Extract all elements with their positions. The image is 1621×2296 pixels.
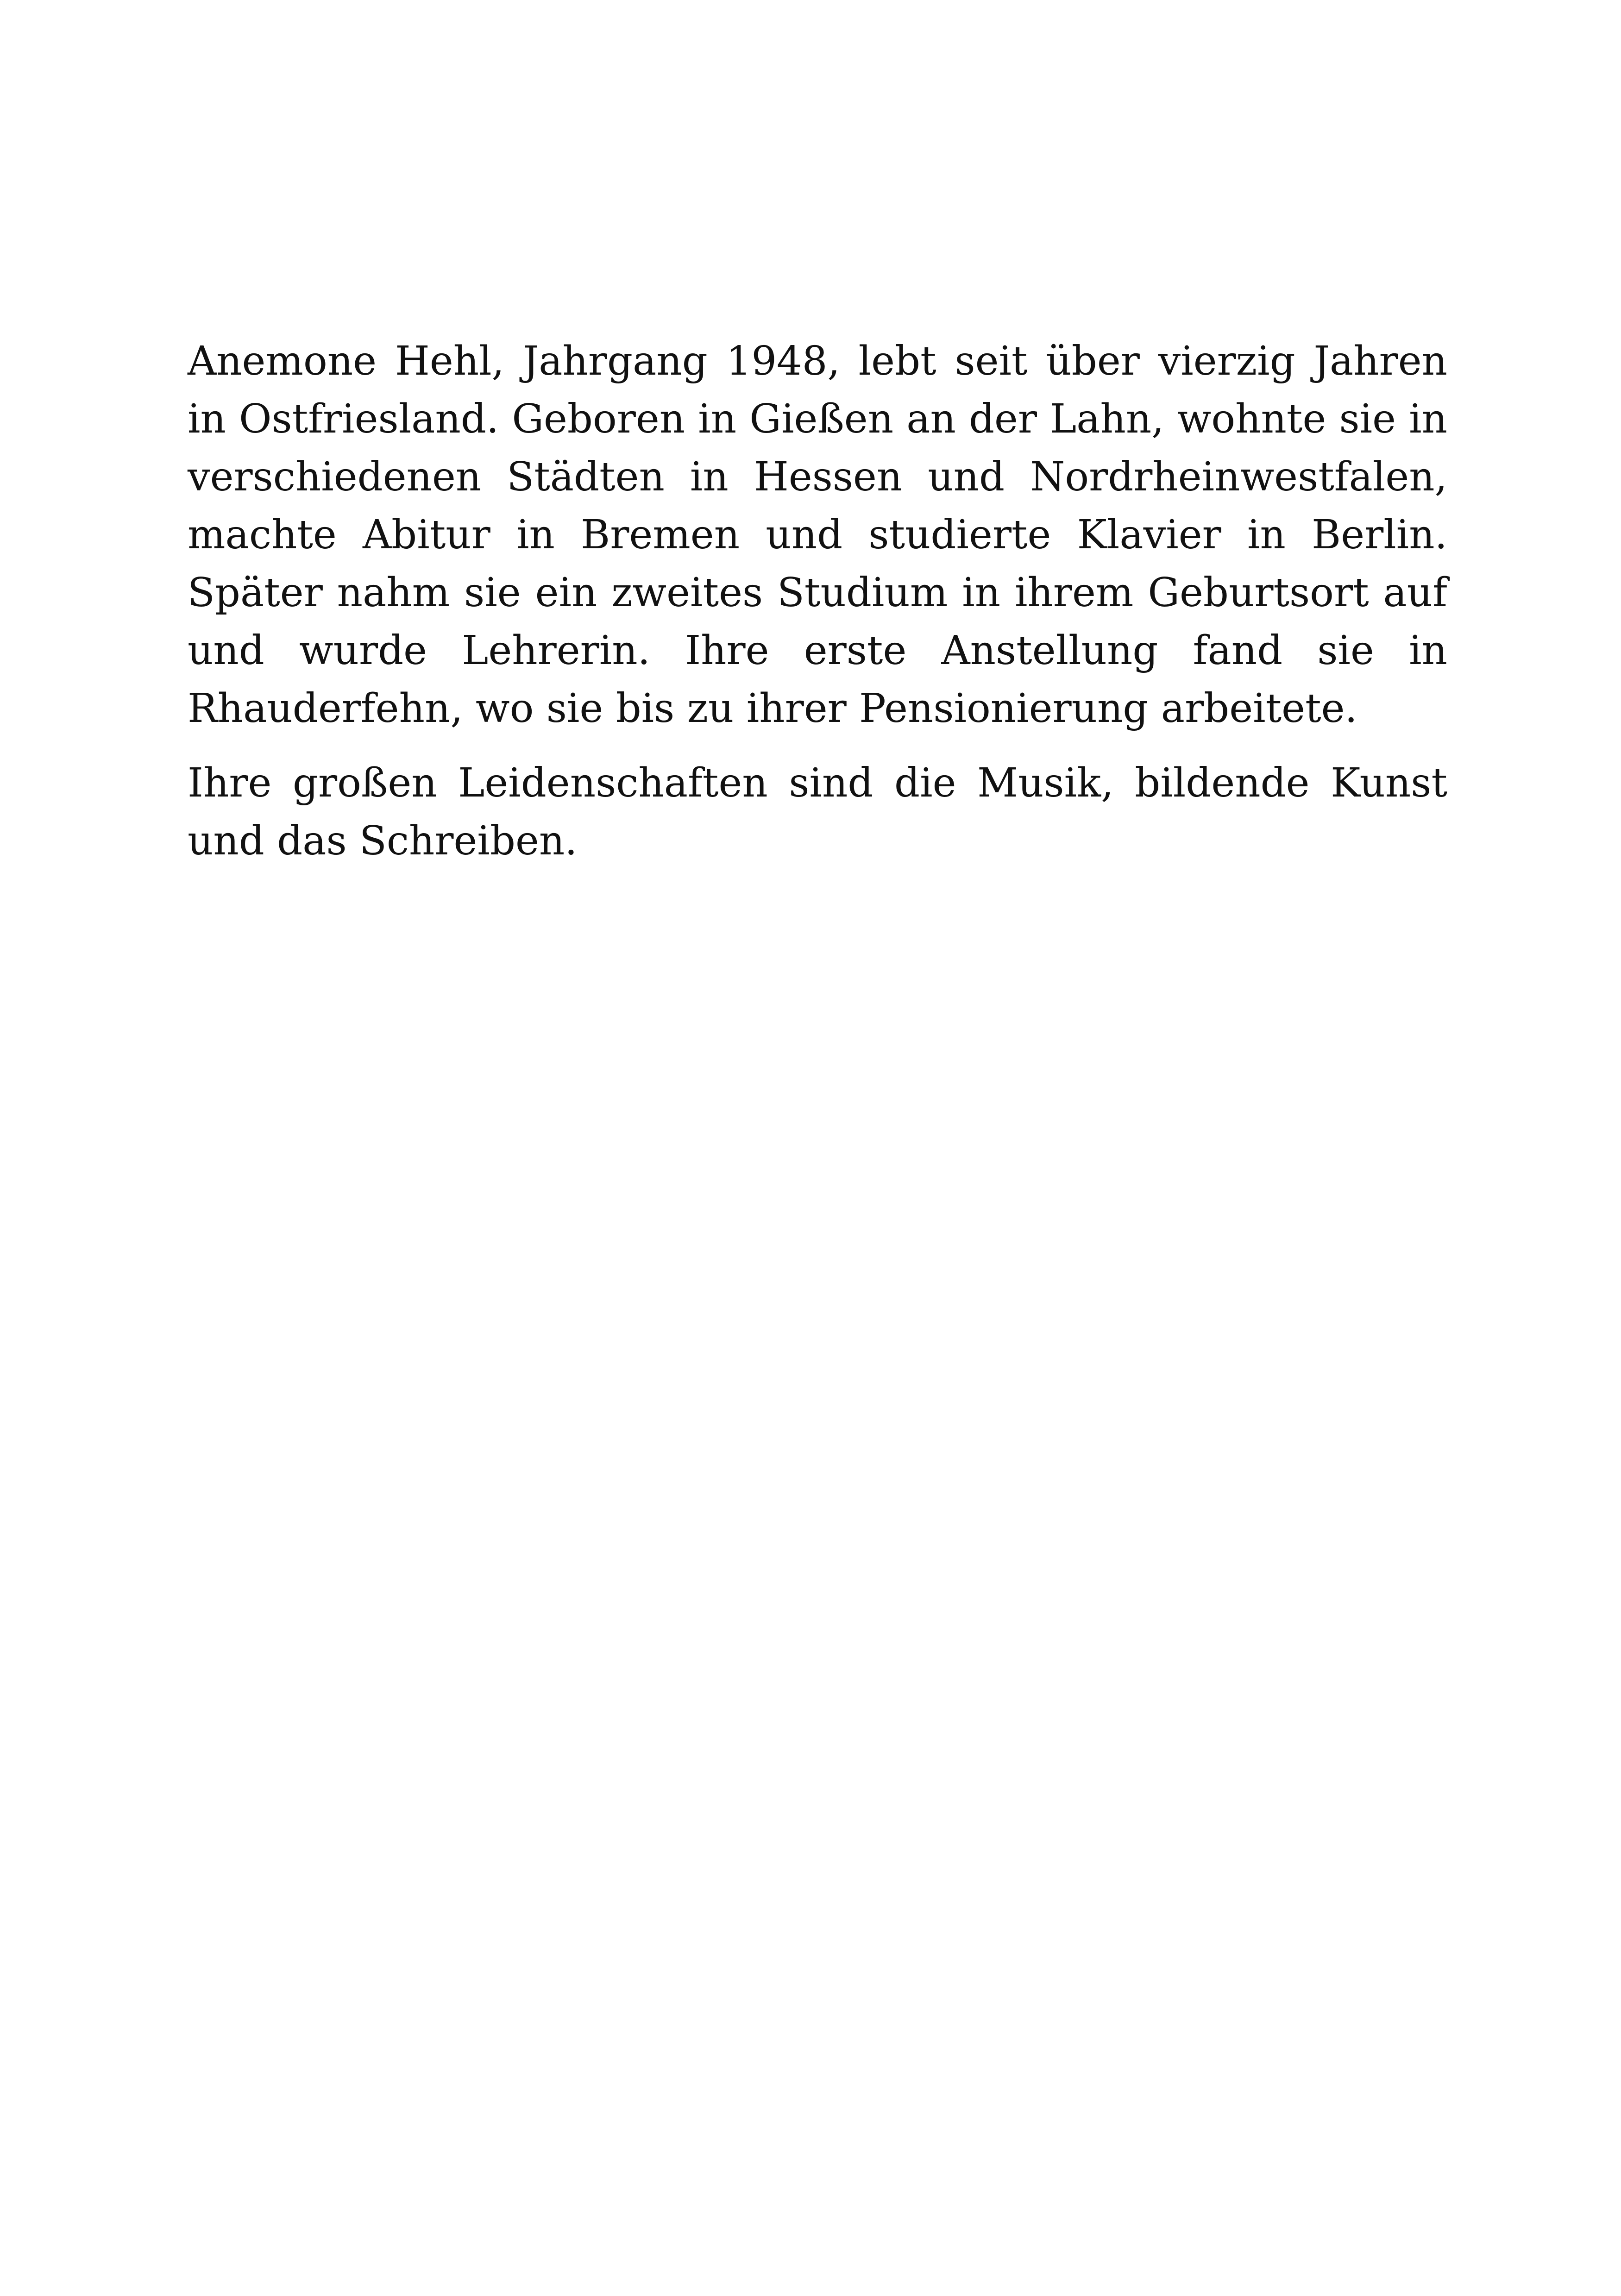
author-biography — [188, 332, 1447, 870]
bio-paragraph-2: Ihre großen Leidenschaften sind die Musik, bildende Kunst und das Schreiben. — [188, 760, 1447, 864]
bio-paragraph-1: Anemone Hehl, Jahrgang 1948, lebt seit über vierzig Jahren in Ostfriesland. Geboren in Gießen an der Lahn, wohnte sie in verschiedenen Städten in Hessen und Nordrheinwestfalen, machte Abitur in Bremen und studierte Klavier in Berlin. Später nahm sie ein zweites Studium in ihrem Geburtsort auf und wurde Lehrerin. Ihre erste Anstellung fand sie in Rhauderfehn, wo sie bis zu ihrer Pensionierung arbeitete. — [188, 338, 1447, 732]
